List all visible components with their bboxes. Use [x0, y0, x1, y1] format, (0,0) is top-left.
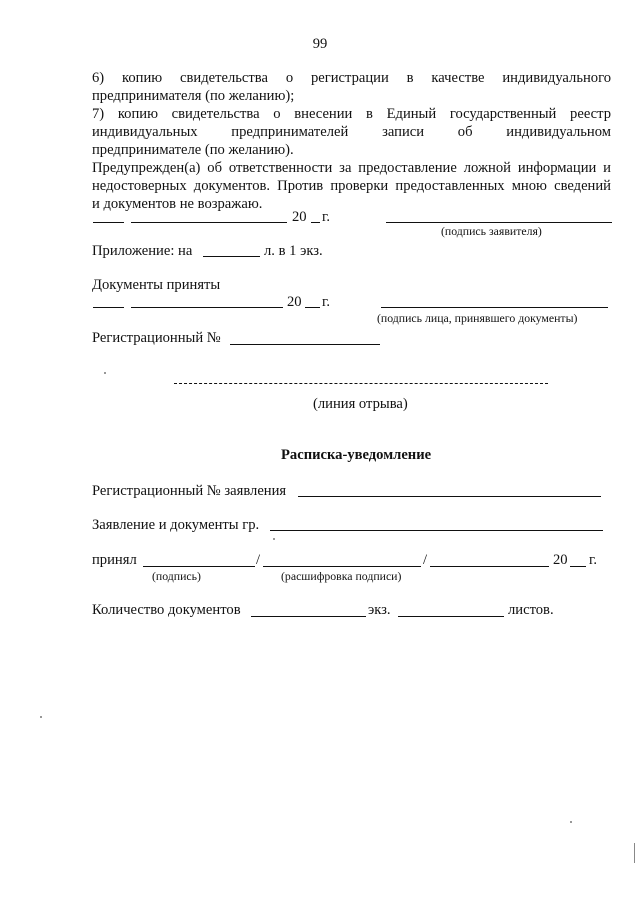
receipt-signature-line[interactable] — [143, 566, 255, 567]
item7-line1: 7) копию свидетельства о внесении в Единый государственный реестр — [92, 106, 611, 122]
receipt-year: 20 — [553, 552, 568, 568]
receipt-decoding-line[interactable] — [263, 566, 421, 567]
receipt-docs-label: Заявление и документы гр. — [92, 517, 260, 533]
applicant-year-line[interactable] — [311, 222, 320, 223]
receipt-copies-line[interactable] — [251, 616, 366, 617]
scan-speck — [40, 716, 42, 718]
receipt-slash-2: / — [423, 552, 428, 568]
page-number: 99 — [312, 36, 328, 52]
applicant-date-suffix: г. — [322, 209, 330, 225]
applicant-date-year: 20 — [292, 209, 307, 225]
receipt-year-suffix: г. — [589, 552, 597, 568]
tear-line-caption: (линия отрыва) — [313, 396, 408, 412]
receipt-date-line[interactable] — [430, 566, 549, 567]
receipt-signature-caption: (подпись) — [152, 569, 201, 583]
applicant-month-line[interactable] — [131, 222, 287, 223]
receipt-decoding-caption: (расшифровка подписи) — [281, 569, 402, 583]
receipt-count-suffix: листов. — [508, 602, 554, 618]
receipt-title: Расписка-уведомление — [281, 447, 432, 463]
applicant-signature-caption: (подпись заявителя) — [441, 224, 542, 238]
applicant-day-line[interactable] — [93, 222, 124, 223]
attachment-suffix: л. в 1 экз. — [264, 243, 323, 259]
accepted-date-suffix: г. — [322, 294, 330, 310]
tear-line — [174, 383, 548, 384]
attachment-pages-line[interactable] — [203, 256, 260, 257]
warning-line2: недостоверных документов. Против проверки предоставленных мною сведений — [92, 178, 611, 194]
accepted-month-line[interactable] — [131, 307, 283, 308]
receipt-sheets-line[interactable] — [398, 616, 504, 617]
applicant-signature-line[interactable] — [386, 222, 612, 223]
receipt-docs-name-line[interactable] — [270, 530, 603, 531]
scan-speck — [104, 372, 106, 374]
accepted-signature-caption: (подпись лица, принявшего документы) — [377, 311, 578, 325]
accepted-reg-number-line[interactable] — [230, 344, 380, 345]
item7-line2: индивидуальных предпринимателей записи об индивидуальном — [92, 124, 611, 140]
receipt-reg-label: Регистрационный № заявления — [92, 483, 287, 499]
receipt-count-mid: экз. — [368, 602, 391, 618]
warning-line1: Предупрежден(а) об ответственности за предоставление ложной информации и — [92, 160, 611, 176]
item6-line1: 6) копию свидетельства о регистрации в качестве индивидуального — [92, 70, 611, 86]
scan-speck — [273, 538, 275, 540]
accepted-reg-label: Регистрационный № — [92, 330, 221, 346]
receipt-count-label: Количество документов — [92, 602, 241, 618]
receipt-year-line[interactable] — [570, 566, 586, 567]
item7-line3: предпринимателе (по желанию). — [92, 142, 294, 158]
scan-edge-mark — [634, 843, 635, 863]
receipt-slash-1: / — [256, 552, 261, 568]
accepted-date-year: 20 — [287, 294, 302, 310]
attachment-label: Приложение: на — [92, 243, 193, 259]
accepted-signature-line[interactable] — [381, 307, 608, 308]
receipt-reg-number-line[interactable] — [298, 496, 601, 497]
item6-line2: предпринимателя (по желанию); — [92, 88, 295, 104]
warning-line3: и документов не возражаю. — [92, 196, 263, 212]
receipt-received-label: принял — [92, 552, 137, 568]
accepted-label: Документы приняты — [92, 277, 221, 293]
accepted-day-line[interactable] — [93, 307, 124, 308]
scan-speck — [570, 821, 572, 823]
accepted-year-line[interactable] — [305, 307, 320, 308]
